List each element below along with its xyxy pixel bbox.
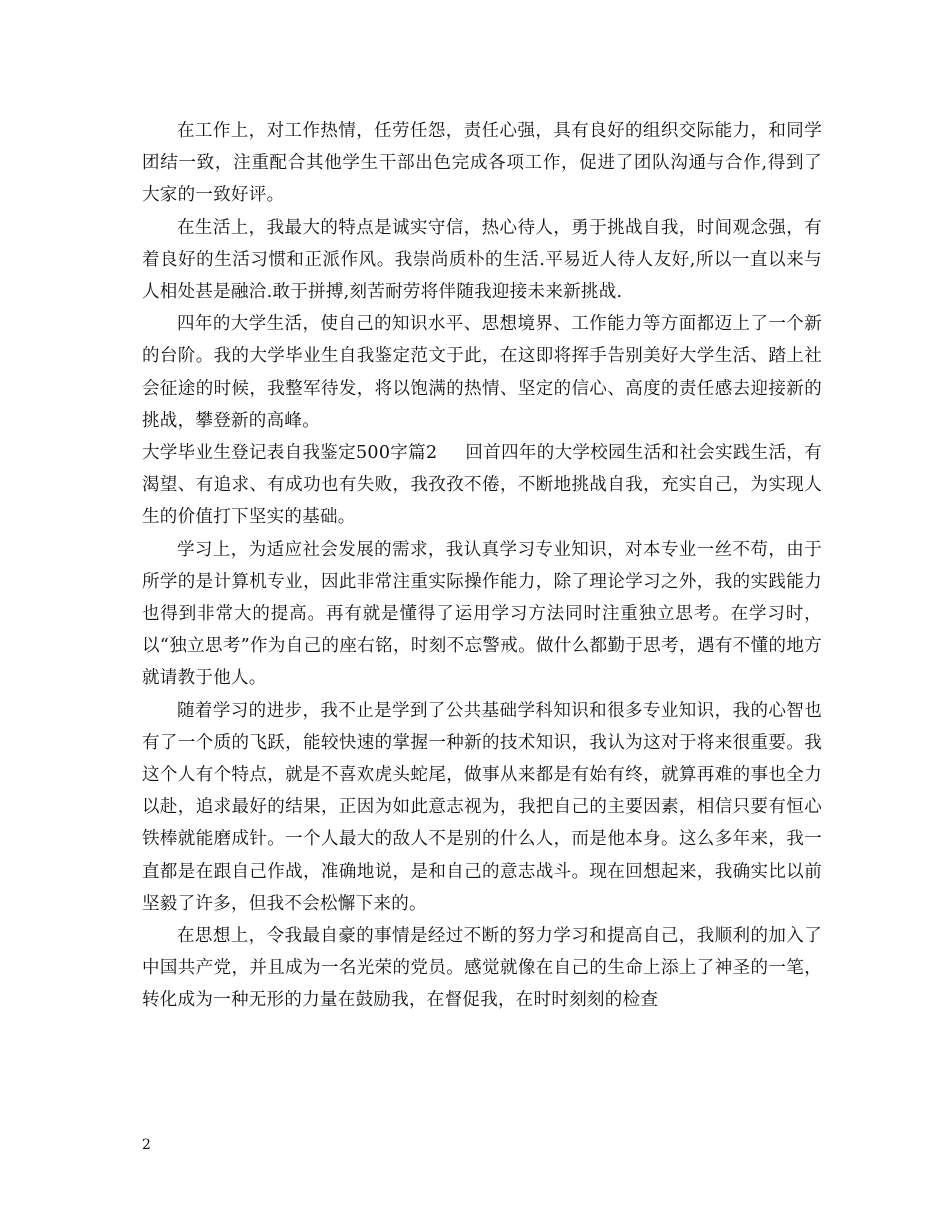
page-number: 2: [142, 1137, 151, 1153]
paragraph-work: 在工作上，对工作热情，任劳任怨，责任心强，具有良好的组织交际能力，和同学团结一致，注重配合其他学生干部出色完成各项工作，促进了团队沟通与合作,得到了大家的一致好评。: [142, 121, 822, 206]
paragraph-summary: 四年的大学生活，使自己的知识水平、思想境界、工作能力等方面都迈上了一个新的台阶。我的大学毕业生自我鉴定范文于此，在这即将挥手告别美好大学生活、踏上社会征途的时候，我整军待发，将以饱满的热情、坚定的信心、高度的责任感去迎接新的挑战，攀登新的高峰。: [142, 314, 822, 431]
document-body: [142, 115, 822, 1017]
section-heading-block: [142, 437, 822, 534]
paragraph-life: 在生活上，我最大的特点是诚实守信，热心待人，勇于挑战自我，时间观念强，有着良好的生活习惯和正派作风。我崇尚质朴的生活.平易近人待人友好,所以一直以来与人相处甚是融洽.敢于拼搏,刻苦耐劳将伴随我迎接未来新挑战.: [142, 217, 822, 303]
paragraph-thought: 在思想上，令我最自豪的事情是经过不断的努力学习和提高自己，我顺利的加入了中国共产党，并且成为一名光荣的党员。感觉就像在自己的生命上添上了神圣的一笔，转化成为一种无形的力量在鼓励我，在督促我，在时时刻刻的检查: [142, 926, 822, 1011]
section-intro: 回首四年的大学校园生活和社会实践生活，有渴望、有追求、有成功也有失败，我孜孜不倦，不断地挑战自我，充实自己，为实现人生的价值打下坚实的基础。: [142, 443, 822, 528]
section-heading: 大学毕业生登记表自我鉴定500字篇2: [142, 443, 438, 464]
paragraph-study: 学习上，为适应社会发展的需求，我认真学习专业知识，对本专业一丝不苟，由于所学的是计算机专业，因此非常注重实际操作能力，除了理论学习之外，我的实践能力也得到非常大的提高。再有就是懂得了运用学习方法同时注重独立思考。在学习时，以“独立思考”作为自己的座右铭，时刻不忘警戒。做什么都勤于思考，遇有不懂的地方就请教于他人。: [142, 539, 822, 689]
paragraph-progress: 随着学习的进步，我不止是学到了公共基础学科知识和很多专业知识，我的心智也有了一个质的飞跃，能较快速的掌握一种新的技术知识，我认为这对于将来很重要。我这个人有个特点，就是不喜欢虎头蛇尾，做事从来都是有始有终，就算再难的事也全力以赴，追求最好的结果，正因为如此意志视为，我把自己的主要因素，相信只要有恒心铁棒就能磨成针。一个人最大的敌人不是别的什么人，而是他本身。这么多年来，我一直都是在跟自己作战，准确地说，是和自己的意志战斗。现在回想起来，我确实比以前坚毅了许多，但我不会松懈下来的。: [142, 700, 822, 914]
